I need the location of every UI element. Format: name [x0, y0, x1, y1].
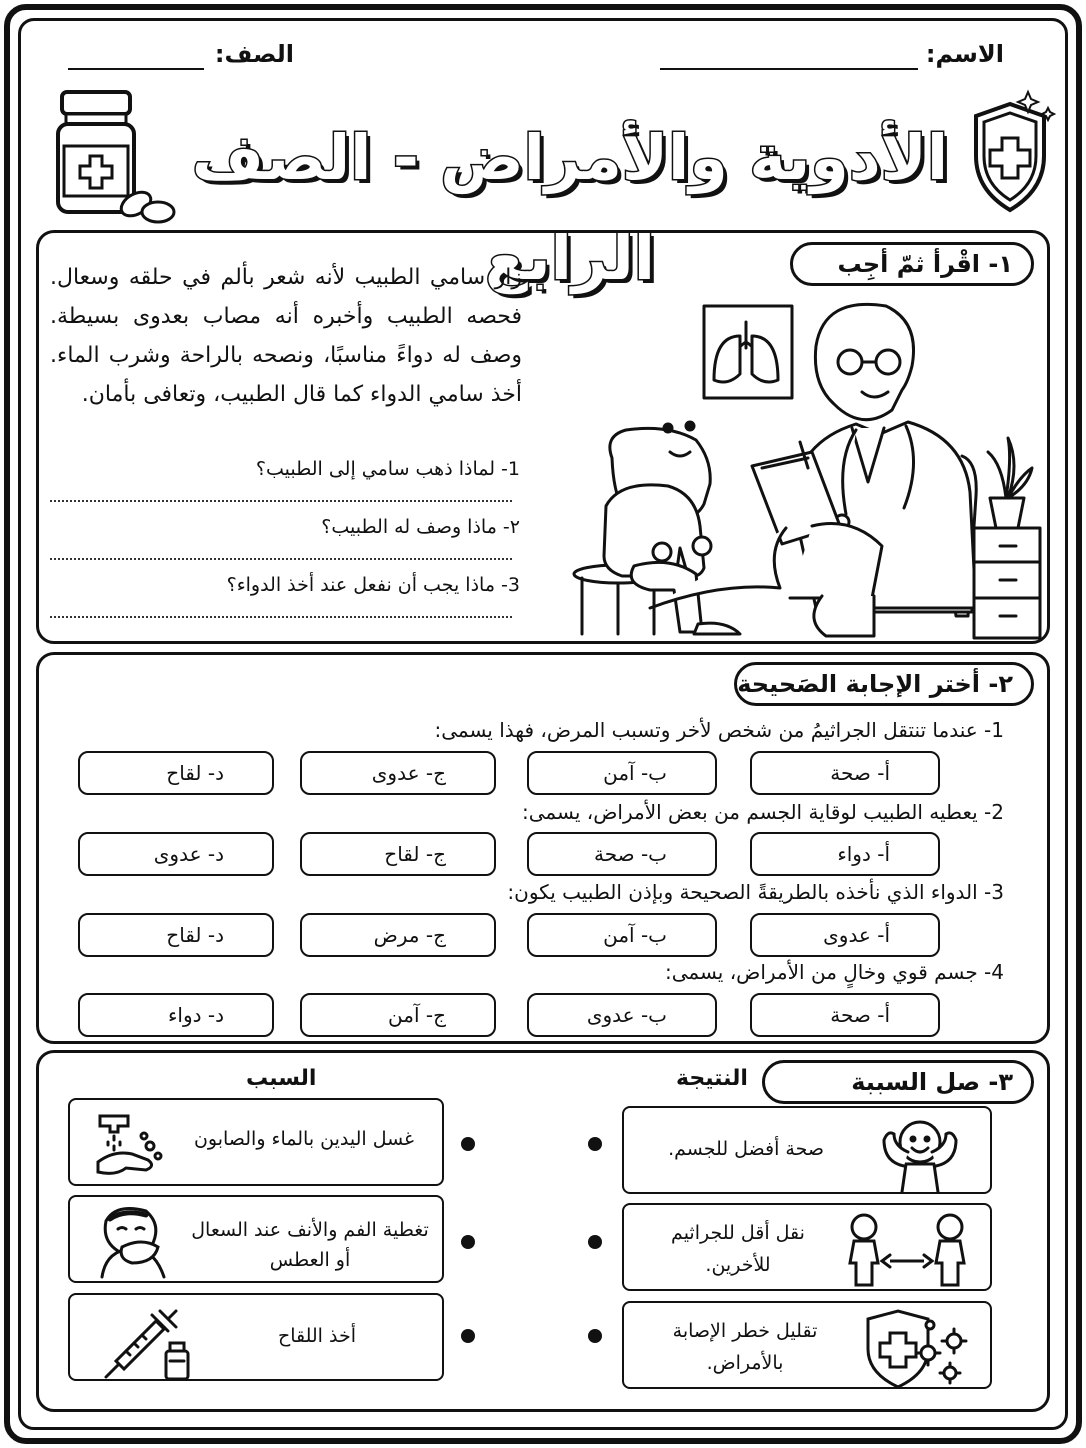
answer-line-1[interactable]: [50, 500, 512, 502]
mcq1-option-a[interactable]: أ- صحة: [750, 751, 940, 795]
story-text: زار سامي الطبيب لأنه شعر بألم في حلقه وسعال. فحصه الطبيب وأخبره أنه مصاب بعدوى بسيطة. وصف له دواءً مناسبًا، ونصحه بالراحة وشرب الماء. أخذ سامي الدواء كما قال الطبيب، وتعافى بأمان.: [50, 265, 522, 407]
result-text-2: نقل أقل للجراثيم للأخرين.: [671, 1222, 805, 1276]
result-dot-2[interactable]: [588, 1235, 602, 1249]
answer-line-2[interactable]: [50, 558, 512, 560]
shield-germs-icon: [862, 1307, 972, 1389]
two-children-distance-icon: [844, 1211, 974, 1289]
result-box-1: [622, 1106, 992, 1194]
result-text-1: صحة أفضل للجسم.: [668, 1138, 824, 1160]
strong-child-icon: [872, 1112, 968, 1192]
question-1: 1- لماذا ذهب سامي إلى الطبيب؟: [255, 458, 520, 480]
cause-text-2: تغطية الفم والأنف عند السعال أو العطس: [191, 1219, 429, 1271]
mcq4-option-c[interactable]: ج- آمن: [300, 993, 496, 1037]
mcq2-option-b[interactable]: ب- صحة: [527, 832, 717, 876]
name-label: الاسم:: [925, 40, 1004, 68]
handwashing-icon: [92, 1106, 168, 1182]
page-title: الأدوية والأمراض - الصف الرابع: [191, 121, 949, 294]
mcq3-option-c[interactable]: ج- مرض: [300, 913, 496, 957]
mcq2-option-c[interactable]: ج- لقاح: [300, 832, 496, 876]
cause-dot-2[interactable]: [461, 1235, 475, 1249]
mcq1-option-b[interactable]: ب- آمن: [527, 751, 717, 795]
cause-dot-1[interactable]: [461, 1137, 475, 1151]
mcq3-option-b[interactable]: ب- آمن: [527, 913, 717, 957]
section1-title: ١- اقْرأ ثمّ أجِب: [790, 242, 1034, 286]
cause-box-2: [68, 1195, 444, 1283]
question-2: ٢- ماذا وصف له الطبيب؟: [321, 516, 520, 538]
mcq-question-3: 3- الدواء الذي نأخذه بالطريقةً الصحيحة وبإذن الطبيب يكون:: [507, 880, 1004, 904]
mcq-question-4: 4- جسم قوي وخالٍ من الأمراض، يسمى:: [664, 960, 1004, 984]
question-3: 3- ماذا يجب أن نفعل عند أخذ الدواء؟: [226, 574, 520, 596]
mcq1-option-c[interactable]: ج- عدوى: [300, 751, 496, 795]
class-label: الصف:: [214, 40, 294, 68]
mcq2-option-a[interactable]: أ- دواء: [750, 832, 940, 876]
result-box-2: [622, 1203, 992, 1291]
doctor-patient-illustration: [566, 296, 1044, 640]
class-blank[interactable]: [68, 68, 204, 70]
mcq4-option-b[interactable]: ب- عدوى: [527, 993, 717, 1037]
cause-box-3: [68, 1293, 444, 1381]
result-column-heading: النتيجة: [676, 1066, 748, 1091]
mcq-question-1: 1- عندما تنتقل الجراثيمُ من شخص لأخر وتسبب المرض، فهذا يسمى:: [434, 718, 1004, 742]
cause-text-3: أخذ اللقاح: [277, 1325, 356, 1347]
mcq4-option-a[interactable]: أ- صحة: [750, 993, 940, 1037]
mcq3-option-d[interactable]: د- لقاح: [78, 913, 274, 957]
mcq-question-2: 2- يعطيه الطبيب لوقاية الجسم من بعض الأمراض، يسمى:: [522, 800, 1004, 824]
mcq2-option-d[interactable]: د- عدوى: [78, 832, 274, 876]
section3-title: ٣- صل السببة: [762, 1060, 1034, 1104]
mcq4-option-d[interactable]: د- دواء: [78, 993, 274, 1037]
cause-text-1: غسل اليدين بالماء والصابون: [193, 1128, 414, 1150]
result-dot-3[interactable]: [588, 1329, 602, 1343]
name-blank[interactable]: [660, 68, 918, 70]
cause-dot-3[interactable]: [461, 1329, 475, 1343]
result-text-3: تقليل خطر الإصابة بالأمراض.: [672, 1320, 818, 1374]
cause-box-1: [68, 1098, 444, 1186]
result-dot-1[interactable]: [588, 1137, 602, 1151]
syringe-vaccine-icon: [100, 1301, 196, 1381]
mcq1-option-d[interactable]: د- لقاح: [78, 751, 274, 795]
section2-title: ٢- أختر الإجابة الصَحيحة: [734, 662, 1034, 706]
cause-column-heading: السبب: [246, 1066, 317, 1091]
medicine-bottle-icon: [52, 88, 182, 228]
sneezing-child-icon: [92, 1201, 172, 1281]
shield-cross-icon: [962, 86, 1058, 216]
mcq3-option-a[interactable]: أ- عدوى: [750, 913, 940, 957]
result-box-3: [622, 1301, 992, 1389]
answer-line-3[interactable]: [50, 616, 512, 618]
